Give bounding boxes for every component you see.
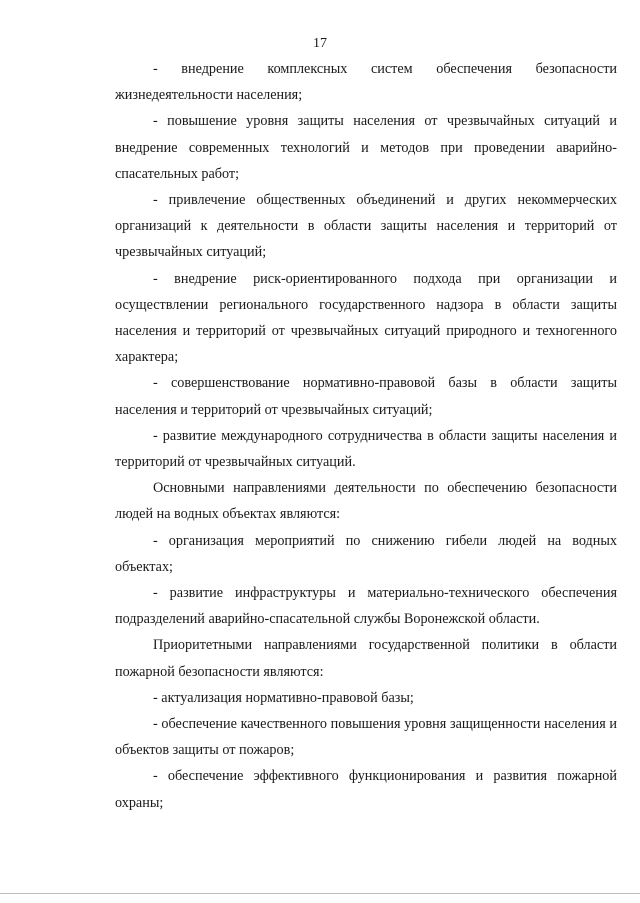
document-body — [115, 56, 617, 816]
list-item: - актуализация нормативно-правовой базы; — [153, 689, 414, 706]
list-item: - развитие инфраструктуры и материально-технического обеспечения подразделений аварийно-спасательной службы Воронежской области. — [115, 585, 617, 628]
section-intro-paragraph: Основными направлениями деятельности по обеспечению безопасности людей на водных объектах являются: — [115, 480, 617, 523]
list-item: - повышение уровня защиты населения от чрезвычайных ситуаций и внедрение современных технологий и методов при проведении аварийно-спасательных работ; — [115, 113, 617, 182]
list-item: - привлечение общественных объединений и других некоммерческих организаций к деятельности в области защиты населения и территорий от чрезвычайных ситуаций; — [115, 192, 617, 261]
list-item: - развитие международного сотрудничества в области защиты населения и территорий от чрезвычайных ситуаций. — [115, 427, 617, 471]
page-number: 17 — [313, 36, 327, 51]
section-intro-paragraph: Приоритетными направлениями государственной политики в области пожарной безопасности являются: — [115, 637, 617, 680]
list-item: - внедрение риск-ориентированного подхода при организации и осуществлении регионального государственного надзора в области защиты населения и территорий от чрезвычайных ситуаций природного и техногенного характера; — [115, 270, 617, 366]
list-item: - организация мероприятий по снижению гибели людей на водных объектах; — [115, 532, 617, 575]
page-bottom-divider — [0, 893, 640, 894]
list-item: - обеспечение качественного повышения уровня защищенности населения и объектов защиты от пожаров; — [115, 716, 617, 759]
list-item: - совершенствование нормативно-правовой базы в области защиты населения и территорий от чрезвычайных ситуаций; — [115, 375, 617, 418]
list-item: - внедрение комплексных систем обеспечения безопасности жизнедеятельности населения; — [115, 61, 617, 104]
list-item: - обеспечение эффективного функционирования и развития пожарной охраны; — [115, 768, 617, 811]
